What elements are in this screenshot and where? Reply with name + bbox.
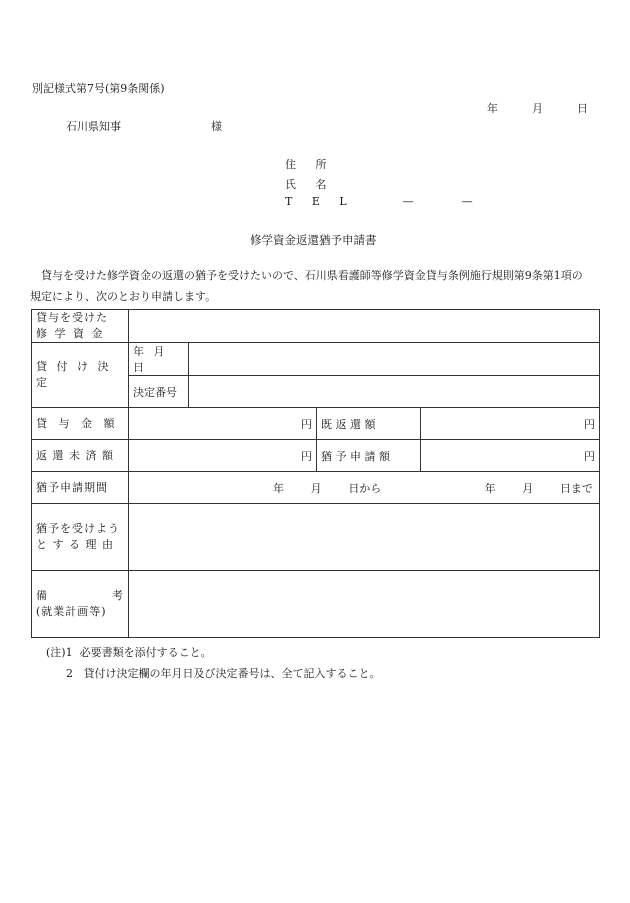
period-start-day: 日から — [348, 481, 382, 495]
unpaid-label: 返 還 未 済 額 — [32, 440, 129, 472]
application-table — [31, 309, 600, 638]
decision-number-label: 決定番号 — [129, 376, 189, 408]
deferral-amount-field[interactable]: 円 — [421, 440, 600, 472]
date-line — [487, 100, 588, 116]
honorific: 様 — [211, 120, 222, 133]
notes-prefix: (注) — [46, 646, 66, 659]
note-2-text: 貸付け決定欄の年月日及び決定番号は、全て記入すること。 — [83, 667, 381, 680]
remarks-label-b: 考 — [112, 589, 124, 602]
loan-label-cell — [32, 310, 129, 343]
remarks-label-line2: (就業計画等) — [36, 605, 107, 618]
period-label: 猶予申請期間 — [32, 472, 129, 504]
decision-number-field[interactable] — [189, 376, 600, 408]
loan-amount-field[interactable]: 円 — [129, 408, 317, 440]
decision-date-field[interactable] — [189, 343, 600, 376]
reason-field[interactable] — [129, 504, 600, 571]
reason-label-line2: と す る 理 由 — [36, 538, 114, 551]
date-month: 月 — [532, 102, 543, 115]
note-2 — [46, 663, 381, 684]
note-1 — [46, 642, 381, 663]
name-row — [285, 176, 335, 192]
document-title: 修学資金返還猶予申請書 — [250, 233, 377, 247]
recipient-line — [66, 118, 222, 134]
period-start-month: 月 — [310, 481, 322, 495]
period-text — [133, 480, 595, 496]
period-end-year: 年 — [484, 481, 496, 495]
remarks-label-cell — [32, 571, 129, 638]
address-row — [285, 156, 335, 172]
reason-label-cell — [32, 504, 129, 571]
decision-label: 貸 付 け 決 定 — [32, 343, 129, 408]
period-start-year: 年 — [273, 481, 284, 495]
tel-row — [285, 195, 473, 208]
tel-dash-1: — — [402, 195, 414, 208]
tel-label: T E L — [285, 195, 355, 208]
note-1-text: 必要書類を添付すること。 — [79, 646, 212, 659]
unpaid-field[interactable]: 円 — [129, 440, 317, 472]
form-number: 別記様式第7号(第9条関係) — [32, 82, 165, 95]
loan-label-line2: 修 学 資 金 — [36, 327, 105, 340]
loan-value-field[interactable] — [129, 310, 600, 343]
period-end-month: 月 — [522, 481, 534, 495]
deferral-amount-label: 猶 予 申 請 額 — [317, 440, 421, 472]
remarks-field[interactable] — [129, 571, 600, 638]
loan-label-line1: 貸与を受けた — [36, 311, 108, 324]
date-year: 年 — [487, 102, 498, 115]
address-label: 住 所 — [285, 158, 335, 171]
loan-amount-label: 貸 与 金 額 — [32, 408, 129, 440]
body-text — [30, 265, 590, 307]
name-label: 氏 名 — [285, 178, 335, 191]
recipient: 石川県知事 — [66, 120, 121, 133]
reason-label-line1: 猶予を受けよう — [36, 522, 120, 535]
body-paragraph: 貸与を受けた修学資金の返還の猶予を受けたいので、石川県看護師等修学資金貸与条例施行規則第9条第1項の規定により、次のとおり申請します。 — [30, 269, 583, 303]
remarks-label-a: 備 — [36, 589, 48, 602]
decision-date-label: 年 月 日 — [129, 343, 189, 376]
note-1-number: 1 — [65, 646, 73, 659]
date-day: 日 — [577, 102, 588, 115]
notes — [46, 642, 381, 684]
remarks-label-line1 — [36, 588, 124, 604]
note-2-number: 2 — [66, 667, 73, 680]
period-end-day: 日まで — [559, 481, 593, 495]
repaid-field[interactable]: 円 — [421, 408, 600, 440]
tel-dash-2: — — [461, 195, 473, 208]
period-field[interactable] — [129, 472, 600, 504]
repaid-label: 既 返 還 額 — [317, 408, 421, 440]
